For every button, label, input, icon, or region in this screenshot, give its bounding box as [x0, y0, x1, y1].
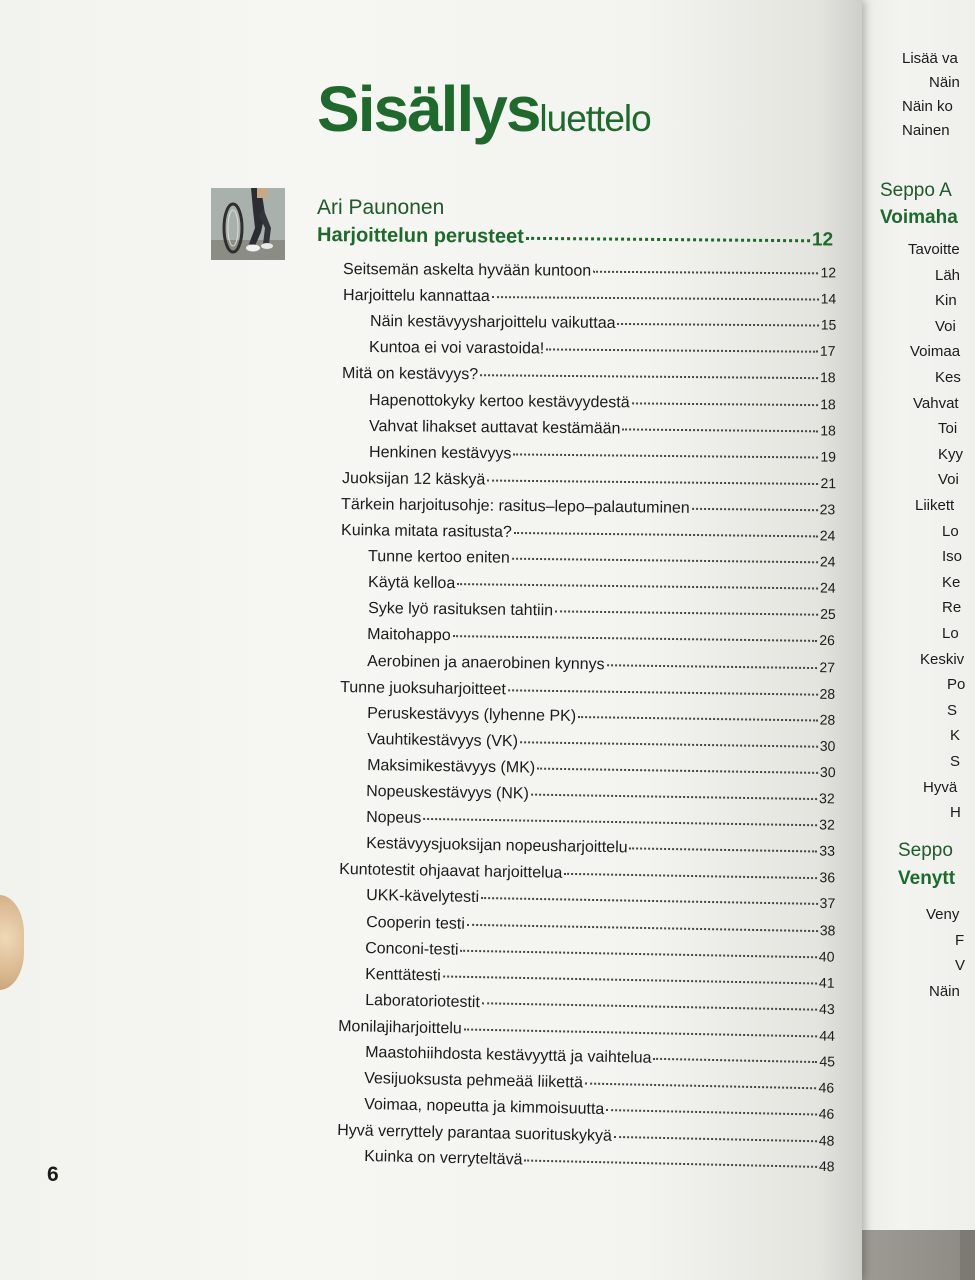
right-page-line: Venytt	[898, 868, 956, 889]
toc-entry-page: 18	[820, 369, 836, 386]
leader-dots	[524, 1160, 816, 1168]
toc-entry-page: 37	[819, 895, 836, 912]
toc-entry	[343, 261, 836, 282]
toc-entry-page: 48	[818, 1158, 835, 1175]
page-number: 6	[47, 1163, 59, 1186]
toc-entry-page: 14	[820, 290, 837, 307]
right-page	[845, 0, 975, 1230]
toc-entry	[366, 835, 835, 861]
right-page-line: Po	[947, 676, 966, 694]
toc-entry-title: Seitsemän askelta hyvään kuntoon	[343, 261, 592, 280]
toc-entry-title: Vesijuoksusta pehmeää liikettä	[364, 1070, 584, 1092]
leader-dots	[606, 1109, 816, 1115]
toc-entry-title: Tunne kertoo eniten	[368, 548, 510, 567]
toc-entry	[368, 574, 836, 598]
right-page-line: Lisää va	[902, 50, 958, 67]
leader-dots	[512, 558, 818, 564]
toc-entry-page: 45	[818, 1053, 835, 1070]
toc-entry-page: 46	[818, 1079, 835, 1096]
toc-entry-page: 12	[820, 264, 837, 281]
right-page-line: Kin	[935, 292, 957, 310]
toc-entry-title: Kuinka on verryteltävä	[363, 1148, 523, 1169]
toc-entry-page: 32	[819, 790, 836, 807]
toc-entry-title: Monilajiharjoittelu	[337, 1017, 462, 1038]
toc-entry-page: 46	[818, 1105, 835, 1123]
toc-entry	[370, 313, 836, 335]
toc-entry-title: UKK-kävelytesti	[365, 887, 479, 907]
toc-entry-page: 18	[820, 395, 836, 412]
right-page-line: Näin	[929, 982, 960, 1000]
toc-entry-page: 26	[819, 632, 836, 649]
right-page-line: Kes	[935, 369, 961, 386]
toc-entry-title: Tunne juoksuharjoitteet	[340, 678, 507, 698]
toc-entry-title: Conconi-testi	[365, 939, 460, 959]
toc-entry-page: 25	[819, 606, 836, 623]
leader-dots	[513, 453, 818, 458]
toc-entry	[367, 705, 835, 730]
title-suffix: luettelo	[539, 98, 651, 139]
right-page-line: Hyvä	[923, 778, 958, 796]
leader-dots	[614, 1136, 817, 1142]
toc-entry-title: Voimaa, nopeutta ja kimmoisuutta	[364, 1096, 605, 1119]
leader-dots	[464, 1028, 818, 1037]
toc-entry	[369, 444, 836, 467]
leader-dots	[487, 479, 818, 484]
toc-entry-page: 24	[819, 579, 836, 596]
right-page-line: Voi	[935, 317, 956, 335]
toc-entry-title: Mitä on kestävyys?	[342, 365, 479, 384]
leader-dots	[480, 375, 818, 380]
leader-dots	[630, 848, 818, 853]
right-page-line: F	[955, 931, 965, 949]
right-page-line: H	[950, 804, 961, 822]
leader-dots	[593, 271, 818, 275]
toc-entry-page: 41	[819, 974, 835, 991]
right-page-line: Re	[942, 599, 962, 617]
right-page-line: Seppo	[898, 840, 953, 861]
right-page-line: K	[950, 727, 961, 745]
toc-entry-page: 33	[819, 842, 836, 859]
right-page-line: S	[950, 753, 961, 770]
leader-dots	[555, 611, 818, 616]
toc-entry-page: 19	[820, 448, 836, 465]
right-page-line: V	[955, 957, 966, 975]
chapter-heading	[317, 224, 833, 252]
toc-entry	[365, 1044, 835, 1071]
right-page-line: Läh	[935, 266, 961, 284]
toc-entry-page: 24	[819, 527, 836, 544]
right-page-line: Kyy	[938, 445, 964, 463]
toc-entry-page: 36	[819, 869, 836, 886]
runner-photo-icon	[211, 188, 285, 260]
leader-dots	[617, 323, 818, 327]
toc-entry-title: Syke lyö rasituksen tahtiin	[367, 600, 553, 620]
toc-entry-title: Aerobinen ja anaerobinen kynnys	[367, 652, 606, 673]
toc-entry	[367, 653, 835, 677]
right-page-line: Vahvat	[913, 394, 959, 412]
toc-entry	[369, 339, 836, 361]
toc-entry-page: 27	[819, 658, 836, 675]
toc-entry-title: Kestävyysjuoksijan nopeusharjoittelu	[366, 835, 628, 857]
right-page-line: Voimaha	[880, 207, 958, 228]
toc-entry	[368, 600, 836, 624]
toc-entry-page: 28	[819, 685, 836, 702]
leader-dots	[653, 1058, 817, 1063]
toc-entry-page: 21	[819, 474, 836, 491]
toc-entry	[366, 914, 835, 940]
toc-entry	[369, 418, 836, 440]
toc-entry-title: Maitohappo	[367, 626, 452, 645]
title-main: Sisällys	[317, 73, 540, 145]
leader-dots	[423, 818, 817, 826]
toc-entry-page: 30	[819, 737, 836, 754]
toc-entry-page: 17	[820, 343, 836, 360]
leader-dots	[492, 296, 819, 300]
leader-dots	[632, 402, 818, 406]
toc-entry	[366, 809, 835, 835]
leader-dots	[461, 949, 817, 958]
leader-dots	[443, 975, 817, 984]
toc-entry	[342, 365, 836, 387]
toc-entry	[337, 1122, 835, 1151]
toc-entry-title: Nopeus	[366, 809, 422, 827]
toc-entry-page: 23	[819, 501, 836, 518]
page-title	[317, 72, 651, 146]
toc-entry	[341, 496, 835, 519]
right-page-line: Voimaa	[910, 343, 961, 361]
toc-entry-title: Laboratoriotestit	[364, 991, 481, 1011]
toc-entry	[341, 522, 835, 546]
toc-entry-page: 40	[819, 947, 835, 965]
toc-entry-page: 15	[820, 316, 837, 333]
toc-entry-page: 28	[819, 711, 836, 728]
toc-entry-page: 38	[819, 921, 835, 938]
toc-entry	[364, 1070, 834, 1098]
toc-entry-title: Henkinen kestävyys	[368, 443, 512, 463]
toc-entry	[367, 731, 836, 756]
toc-entry-title: Hyvä verryttely parantaa suorituskykyä	[337, 1122, 613, 1146]
leader-dots	[457, 583, 818, 589]
right-page-line: Ke	[942, 573, 961, 591]
toc-entry-title: Vahvat lihakset auttavat kestämään	[368, 417, 621, 438]
right-page-line: Seppo A	[880, 180, 952, 201]
leader-dots	[607, 664, 818, 669]
toc-entry	[343, 287, 836, 309]
leader-dots	[537, 767, 818, 773]
toc-entry-title: Kuinka mitata rasitusta?	[341, 522, 513, 541]
toc-entry-title: Peruskestävyys (lyhenne PK)	[366, 704, 577, 725]
leader-dots	[514, 532, 818, 537]
toc-entry	[368, 548, 836, 572]
author-name: Ari Paunonen	[317, 196, 445, 219]
leader-dots	[547, 349, 819, 353]
right-page-line: Iso	[942, 548, 963, 566]
right-page-line: Voi	[938, 471, 959, 489]
toc-entry	[369, 392, 836, 414]
toc-entry-title: Kuntotestit ohjaavat harjoittelua	[338, 861, 563, 883]
toc-entry-title: Käytä kelloa	[367, 574, 456, 593]
toc-entry-title: Maastohiihdosta kestävyyttä ja vaihtelua	[364, 1044, 652, 1067]
leader-dots	[508, 689, 818, 695]
toc-entry	[365, 966, 835, 993]
leader-dots	[622, 428, 818, 432]
right-page-line: Veny	[926, 906, 960, 923]
toc-entry-title: Nopeuskestävyys (NK)	[366, 783, 530, 803]
leader-dots	[453, 636, 818, 643]
toc-entry-page: 18	[820, 421, 836, 439]
toc-entry-title: Kuntoa ei voi varastoida!	[369, 339, 545, 358]
toc-entry	[365, 940, 835, 967]
leader-dots	[466, 923, 817, 931]
right-page-line: Keskiv	[920, 650, 965, 668]
toc-entry-title: Cooperin testi	[365, 913, 465, 933]
right-page-line: Lo	[942, 522, 959, 540]
toc-entry-title: Juoksijan 12 käskyä	[341, 469, 485, 489]
right-page-line: Tavoitte	[908, 241, 960, 258]
toc-entry-title: Vauhtikestävyys (VK)	[366, 730, 518, 751]
toc-entry-page: 24	[819, 553, 836, 570]
toc-entry	[338, 1018, 835, 1046]
leader-dots	[526, 237, 810, 242]
toc-entry-page: 48	[818, 1132, 835, 1149]
toc-entry	[339, 861, 835, 887]
toc-entry	[366, 783, 835, 808]
toc-entry-page: 32	[819, 816, 836, 833]
toc-entry-page: 30	[819, 763, 836, 781]
toc-entry	[364, 1096, 834, 1124]
toc-entry-title: Näin kestävyysharjoittelu vaikuttaa	[369, 313, 616, 333]
leader-dots	[585, 1083, 817, 1090]
leader-dots	[578, 716, 818, 721]
toc-entry	[364, 1148, 835, 1176]
toc-entry-page: 43	[818, 1000, 835, 1017]
toc-entry-title: Harjoittelu kannattaa	[342, 287, 490, 306]
right-page-line: Lo	[942, 625, 959, 642]
toc-entry-title: Tärkein harjoitusohje: rasitus–lepo–palautuminen	[341, 495, 691, 517]
toc-entry	[342, 470, 836, 493]
right-page-line: Toi	[938, 420, 958, 438]
toc-entry	[367, 757, 836, 782]
leader-dots	[531, 794, 817, 800]
toc-entry-page: 12	[811, 229, 834, 251]
right-page-line: Liikett	[915, 497, 955, 514]
toc-entry-page: 44	[818, 1027, 835, 1044]
toc-entry	[340, 679, 835, 704]
toc-entry	[367, 626, 835, 650]
right-page-line: Näin ko	[902, 98, 953, 115]
leader-dots	[692, 508, 818, 511]
toc-entry-title: Hapenottokyky kertoo kestävyydestä	[369, 391, 630, 411]
leader-dots	[482, 1002, 817, 1010]
leader-dots	[481, 897, 818, 905]
right-page-line: Nainen	[902, 122, 950, 139]
toc-entry-title: Harjoittelun perusteet	[317, 224, 524, 248]
toc-entry-title: Maksimikestävyys (MK)	[366, 756, 535, 777]
right-page-line: S	[947, 701, 958, 719]
toc-entry	[365, 992, 835, 1019]
leader-dots	[520, 741, 818, 747]
leader-dots	[564, 873, 817, 879]
toc-entry-title: Kenttätesti	[365, 965, 442, 985]
toc-entry	[366, 887, 835, 913]
right-page-line: Näin	[929, 74, 960, 91]
